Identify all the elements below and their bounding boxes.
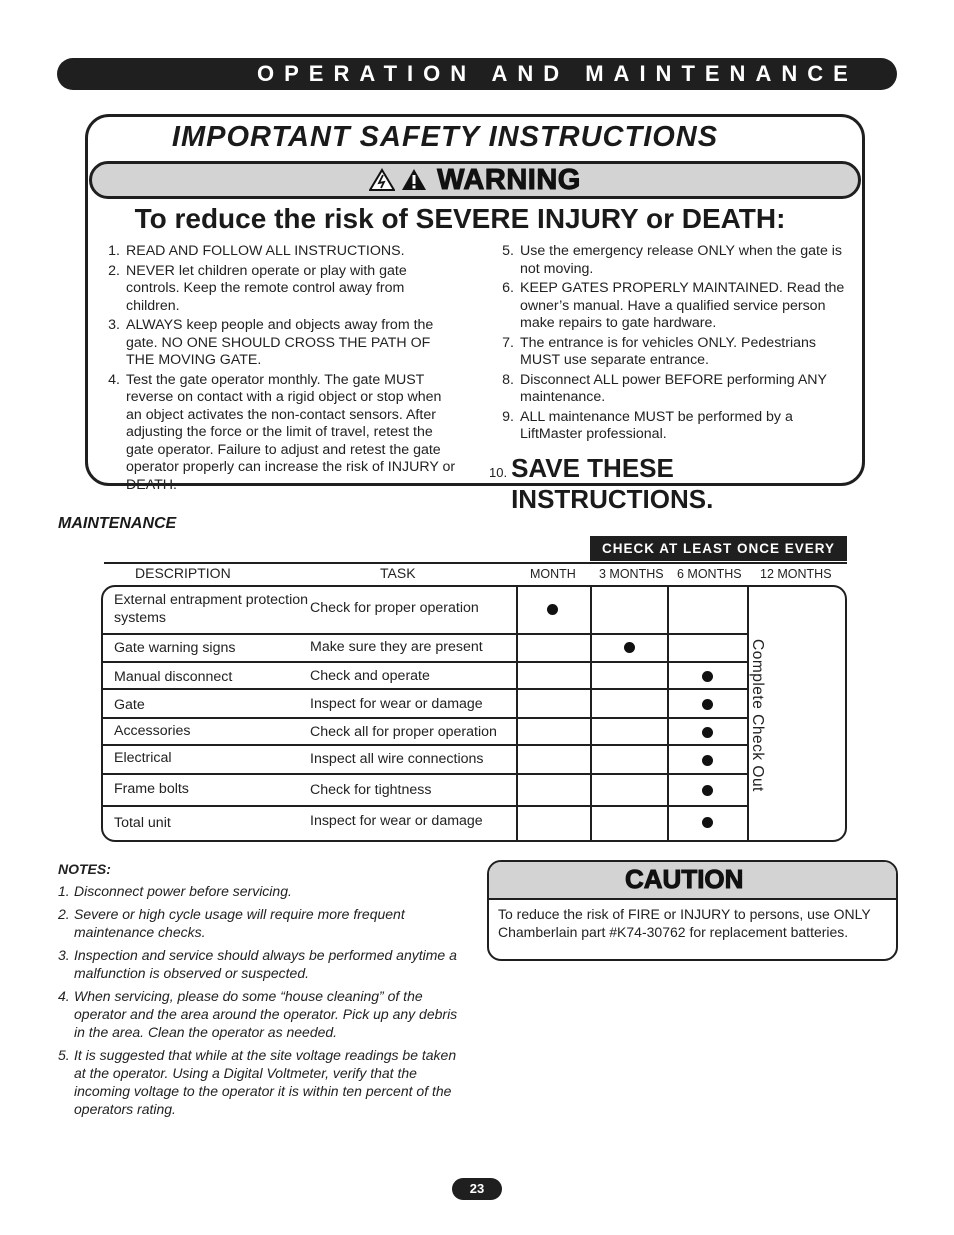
list-item <box>494 280 856 333</box>
list-item <box>58 905 463 941</box>
check-mark-dot <box>702 699 713 710</box>
table-row-task: Inspect for wear or damage <box>310 813 483 829</box>
list-item <box>494 372 856 407</box>
item-number: 9. <box>502 408 514 425</box>
table-row-task: Check and operate <box>310 668 430 684</box>
warning-label: WARNING <box>437 163 581 196</box>
item-number: 3. <box>108 317 120 333</box>
table-row-task: Make sure they are present <box>310 639 483 655</box>
save-instructions-text: SAVE THESE INSTRUCTIONS. <box>511 453 714 514</box>
table-row-task: Inspect for wear or damage <box>310 696 483 712</box>
column-header-description: DESCRIPTION <box>135 565 231 581</box>
list-item <box>58 882 463 900</box>
section-header-bar <box>57 58 897 90</box>
divider <box>590 587 592 840</box>
check-mark-dot <box>702 671 713 682</box>
maintenance-table <box>101 585 847 842</box>
caution-banner <box>489 862 896 900</box>
complete-check-out-cell <box>748 639 778 799</box>
item-text: READ AND FOLLOW ALL INSTRUCTIONS. <box>126 243 405 259</box>
table-row-description: Frame bolts <box>114 781 189 797</box>
item-number: 10. <box>489 465 508 480</box>
list-item <box>494 409 856 444</box>
item-text: KEEP GATES PROPERLY MAINTAINED. Read the owner’s manual. Have a qualified service person make repairs to gate hardware. <box>520 280 845 331</box>
risk-heading: To reduce the risk of SEVERE INJURY or DEATH: <box>134 203 786 234</box>
table-row-description: Gate warning signs <box>114 640 236 656</box>
caution-box <box>487 860 898 961</box>
note-number: 1. <box>58 883 70 899</box>
section-title: OPERATION AND MAINTENANCE <box>257 61 858 86</box>
check-mark-dot <box>702 817 713 828</box>
table-row-description: Accessories <box>114 723 191 739</box>
table-row-task: Inspect all wire connections <box>310 751 484 767</box>
table-row-description: Electrical <box>114 750 172 766</box>
safety-list-right <box>494 243 856 446</box>
safety-title: IMPORTANT SAFETY INSTRUCTIONS <box>171 121 719 153</box>
list-item <box>100 263 460 316</box>
column-header-12-months: 12 MONTHS <box>760 567 832 581</box>
list-item <box>58 946 463 982</box>
note-number: 5. <box>58 1047 70 1063</box>
check-mark-dot <box>547 604 558 615</box>
item-number: 6. <box>502 280 514 296</box>
divider <box>103 688 749 690</box>
check-mark-dot <box>702 755 713 766</box>
warning-banner <box>89 161 861 199</box>
item-text: ALWAYS keep people and objects away from the gate. NO ONE SHOULD CROSS THE PATH OF THE MOVING GATE. <box>126 317 434 368</box>
save-instructions <box>489 453 862 515</box>
column-header-3-months: 3 MONTHS <box>599 567 664 581</box>
item-text: Disconnect ALL power BEFORE performing ANY maintenance. <box>520 371 827 405</box>
divider <box>103 805 749 807</box>
table-row-task: Check for proper operation <box>310 600 479 616</box>
item-number: 4. <box>108 371 120 388</box>
check-mark-dot <box>624 642 635 653</box>
note-text: Severe or high cycle usage will require more frequent maintenance checks. <box>74 906 405 940</box>
list-item <box>58 1046 463 1118</box>
exclamation-warning-icon <box>401 168 427 192</box>
item-number: 5. <box>502 243 514 259</box>
note-number: 3. <box>58 947 70 963</box>
notes-heading: NOTES: <box>58 861 111 877</box>
check-mark-dot <box>702 785 713 796</box>
complete-check-out-label: Complete Check Out <box>749 639 766 792</box>
item-text: Use the emergency release ONLY when the gate is not moving. <box>520 243 843 277</box>
item-number: 7. <box>502 334 514 351</box>
item-number: 8. <box>502 371 514 388</box>
divider <box>103 661 749 663</box>
divider <box>103 717 749 719</box>
note-text: Disconnect power before servicing. <box>74 883 292 899</box>
table-row-description: Gate <box>114 697 145 713</box>
caution-text: To reduce the risk of FIRE or INJURY to persons, use ONLY Chamberlain part #K74-30762 for replacement batteries. <box>498 906 871 940</box>
list-item <box>100 317 460 370</box>
item-text: Test the gate operator monthly. The gate MUST reverse on contact with a rigid object or stop when an object activates the non-contact sensors. After adjusting the force or the limit of travel, retest the gate operator. Failure to adjust and retest the gate operator properly can increase the risk of INJURY or DEATH. <box>126 371 456 493</box>
maintenance-heading: MAINTENANCE <box>58 515 177 532</box>
divider <box>516 587 518 840</box>
table-row-task: Check all for proper operation <box>310 724 497 740</box>
note-number: 2. <box>58 906 70 922</box>
table-row-description: Total unit <box>114 815 171 831</box>
divider <box>667 587 669 840</box>
item-number: 1. <box>108 243 120 259</box>
caution-title: CAUTION <box>625 864 744 894</box>
divider <box>103 744 749 746</box>
item-text: ALL maintenance MUST be performed by a LiftMaster professional. <box>520 408 793 442</box>
list-item <box>100 372 460 495</box>
page-number: 23 <box>452 1178 502 1200</box>
note-text: Inspection and service should always be performed anytime a malfunction is observed or suspected. <box>74 947 457 981</box>
note-text: It is suggested that while at the site voltage readings be taken at the operator. Using a Digital Voltmeter, verify that the incoming voltage to the operator it is within ten percent of the operators rating. <box>74 1047 457 1117</box>
note-number: 4. <box>58 988 70 1004</box>
check-mark-dot <box>702 727 713 738</box>
divider <box>103 773 749 775</box>
divider <box>103 633 749 635</box>
table-row-description: External entrapment protection systems <box>114 592 309 626</box>
item-text: NEVER let children operate or play with gate controls. Keep the remote control away from children. <box>126 262 407 314</box>
safety-list-left <box>100 243 460 496</box>
list-item <box>58 987 463 1041</box>
note-text: When servicing, please do some “house cleaning” of the operator and the area around the operator. Pick up any debris in the area. Clean the operator as needed. <box>74 988 458 1040</box>
electrical-hazard-icon <box>369 168 395 192</box>
list-item <box>494 243 856 278</box>
notes-section <box>58 860 463 1123</box>
safety-instructions-box <box>85 114 865 514</box>
column-header-6-months: 6 MONTHS <box>677 567 742 581</box>
divider <box>104 562 847 564</box>
item-text: The entrance is for vehicles ONLY. Pedestrians MUST use separate entrance. <box>520 334 816 368</box>
column-header-month: MONTH <box>530 567 576 581</box>
list-item <box>100 243 460 261</box>
list-item <box>494 335 856 370</box>
frequency-header: CHECK AT LEAST ONCE EVERY <box>590 536 847 561</box>
item-number: 2. <box>108 262 120 279</box>
table-row-description: Manual disconnect <box>114 669 233 685</box>
table-row-task: Check for tightness <box>310 782 432 798</box>
column-header-task: TASK <box>380 565 416 581</box>
